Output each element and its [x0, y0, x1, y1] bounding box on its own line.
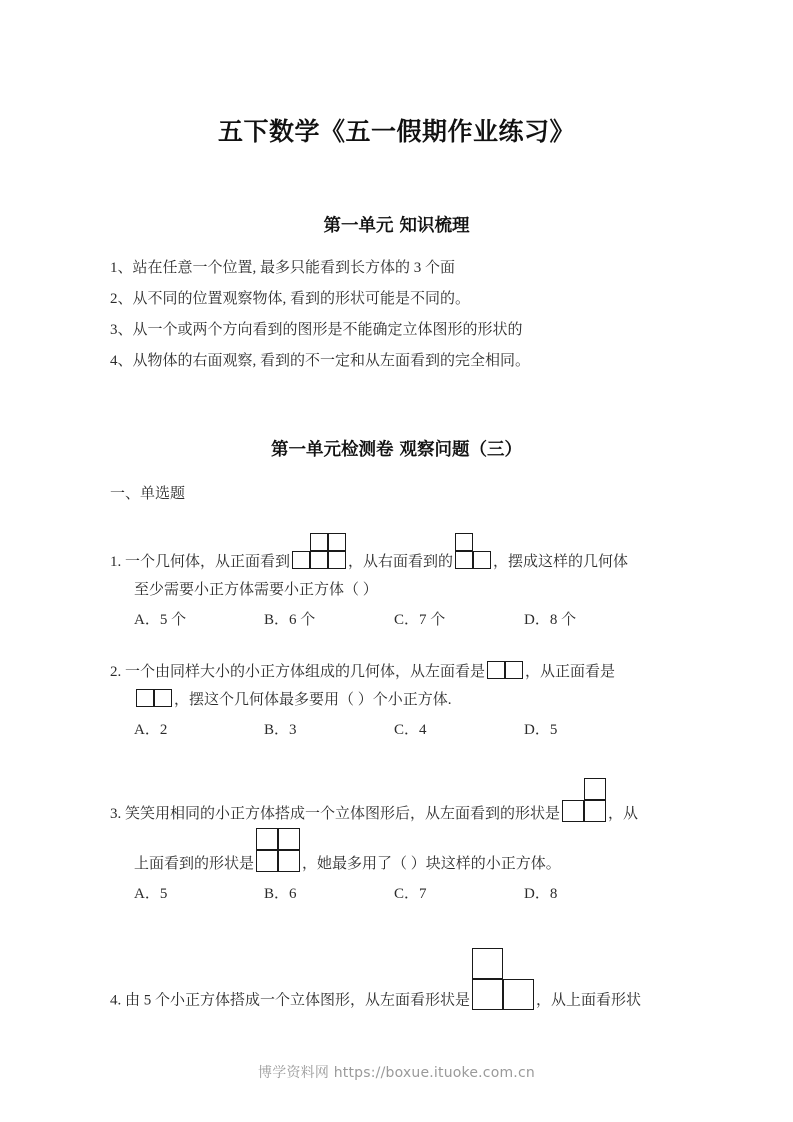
unit-square	[472, 948, 503, 979]
question-1-number: 1.	[110, 553, 122, 570]
question-3-text-a: 笑笑用相同的小正方体搭成一个立体图形后，从左面看到的形状是	[125, 805, 561, 822]
unit-square	[256, 850, 278, 872]
question-1-option-d[interactable]: D．8 个	[524, 611, 577, 628]
unit-square	[584, 778, 606, 800]
unit-square	[455, 533, 473, 551]
question-2-text-b: ，从正面看是	[525, 663, 616, 680]
question-2-option-d[interactable]: D．5	[524, 721, 558, 738]
unit-square	[328, 551, 346, 569]
question-4-figure-1-left-view-shape	[472, 948, 534, 1010]
question-2-option-a[interactable]: A．2	[134, 721, 168, 738]
question-1-text-b: ，从右面看到的	[348, 553, 454, 570]
question-2-number: 2.	[110, 663, 122, 680]
part-label-single-choice: 一、单选题	[110, 486, 186, 502]
unit-square	[310, 533, 328, 551]
section-heading-test: 第一单元检测卷 观察问题（三）	[270, 440, 523, 460]
question-3-text-b: ，从	[608, 805, 639, 822]
unit-square	[278, 828, 300, 850]
footer-watermark: 博学资料网 https://boxue.ituoke.com.cn	[258, 1065, 535, 1081]
unit-square	[473, 551, 491, 569]
question-3-number: 3.	[110, 805, 122, 822]
question-4	[110, 948, 683, 1014]
unit-square	[455, 551, 473, 569]
question-1-figure-2-right-view-shape	[455, 533, 491, 569]
question-3-options	[110, 880, 683, 908]
question-2-options	[110, 716, 683, 744]
unit-square	[292, 551, 310, 569]
unit-square	[472, 979, 503, 1010]
question-1-text-a: 一个几何体，从正面看到	[125, 553, 291, 570]
unit-square	[328, 533, 346, 551]
unit-square	[584, 800, 606, 822]
question-3-option-c[interactable]: C．7	[394, 885, 427, 902]
unit-square	[136, 689, 154, 707]
question-1-option-c[interactable]: C．7 个	[394, 611, 446, 628]
question-3-option-d[interactable]: D．8	[524, 885, 558, 902]
knowledge-item: 2、从不同的位置观察物体, 看到的形状可能是不同的。	[110, 291, 471, 307]
question-3-option-a[interactable]: A．5	[134, 885, 168, 902]
question-4-number: 4.	[110, 992, 122, 1009]
question-2-option-c[interactable]: C．4	[394, 721, 427, 738]
question-1-option-b[interactable]: B．6 个	[264, 611, 316, 628]
unit-square	[256, 828, 278, 850]
question-1-line-2: 至少需要小正方体需要小正方体（ ）	[134, 581, 378, 598]
question-2	[110, 658, 683, 744]
question-1-line-1	[110, 533, 683, 576]
section-heading-knowledge: 第一单元 知识梳理	[323, 216, 470, 236]
question-3-option-b[interactable]: B．6	[264, 885, 297, 902]
question-2-text-a: 一个由同样大小的小正方体组成的几何体，从左面看是	[125, 663, 486, 680]
unit-square	[487, 661, 505, 679]
question-3-line-2	[110, 828, 683, 878]
question-1-figure-1-front-view-shape	[292, 533, 346, 569]
question-2-figure-1-left-view-shape	[487, 661, 523, 679]
question-3	[110, 778, 683, 908]
question-1-option-a[interactable]: A．5 个	[134, 611, 187, 628]
knowledge-item: 4、从物体的右面观察, 看到的不一定和从左面看到的完全相同。	[110, 353, 531, 369]
question-3-line-1	[110, 778, 683, 828]
unit-square	[562, 800, 584, 822]
question-2-line-1	[110, 658, 683, 686]
unit-square	[505, 661, 523, 679]
unit-square	[310, 551, 328, 569]
knowledge-item: 3、从一个或两个方向看到的图形是不能确定立体图形的形状的	[110, 322, 523, 338]
unit-square	[154, 689, 172, 707]
question-3-figure-1-left-view-shape	[562, 778, 606, 822]
question-2-line-2	[110, 686, 683, 714]
knowledge-item: 1、站在任意一个位置, 最多只能看到长方体的 3 个面	[110, 260, 456, 276]
question-2-option-b[interactable]: B．3	[264, 721, 297, 738]
knowledge-list	[110, 253, 683, 377]
page-title: 五下数学《五一假期作业练习》	[217, 117, 575, 146]
question-3-figure-2-top-view-shape	[256, 828, 300, 872]
question-4-text-a: 由 5 个小正方体搭成一个立体图形，从左面看形状是	[125, 992, 471, 1009]
question-3-text-d: ，她最多用了（ ）块这样的小正方体。	[302, 855, 561, 872]
question-4-line-1	[110, 948, 683, 1014]
unit-square	[278, 850, 300, 872]
question-1-text-c: ，摆成这样的几何体	[493, 553, 629, 570]
question-2-text-c: ，摆这个几何体最多要用（ ）个小正方体.	[174, 691, 452, 708]
question-1-options	[110, 606, 683, 634]
question-4-text-b: ，从上面看形状	[536, 992, 642, 1009]
question-1	[110, 533, 683, 634]
unit-square	[503, 979, 534, 1010]
question-3-text-c: 上面看到的形状是	[134, 855, 255, 872]
question-2-figure-2-front-view-shape	[136, 689, 172, 707]
